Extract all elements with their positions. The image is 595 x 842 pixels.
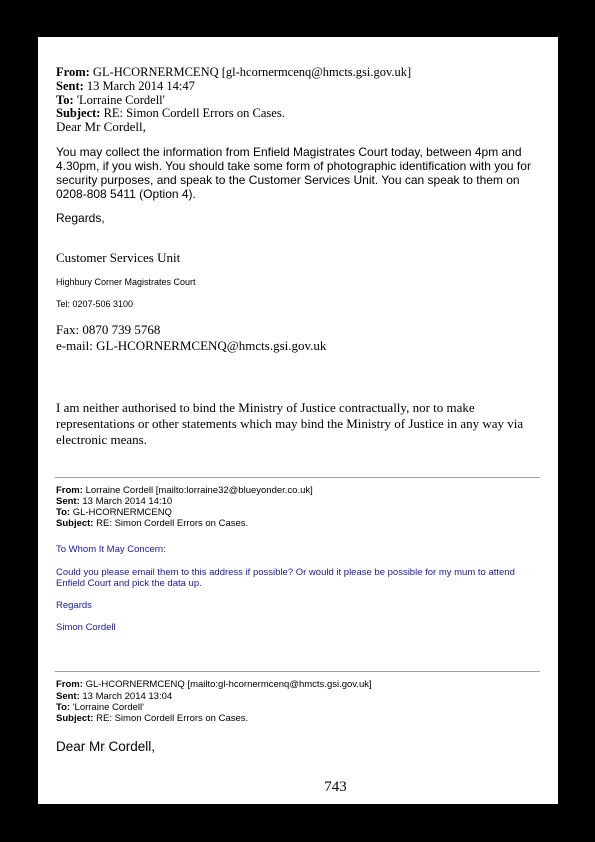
email2-from-line [56, 485, 313, 496]
from-value: GL-HCORNERMCENQ [gl-hcornermcenq@hmcts.gsi.gov.uk] [92, 65, 412, 79]
subject-value: RE: Simon Cordell Errors on Cases. [103, 106, 285, 120]
signature-fax: Fax: 0870 739 5768 [56, 322, 161, 337]
signature-email: e-mail: GL-HCORNERMCENQ@hmcts.gsi.gov.uk [56, 338, 327, 353]
from-label: From: [56, 679, 83, 690]
page-number: 743 [324, 779, 347, 795]
from-label: From: [56, 65, 90, 79]
to-label: To: [56, 507, 71, 518]
from-label: From: [56, 485, 83, 496]
to-value: 'Lorraine Cordell' [72, 702, 144, 713]
email2-signature: Simon Cordell [56, 622, 116, 633]
signature-tel: Tel: 0207-506 3100 [56, 299, 134, 309]
sent-value: 13 March 2014 14:10 [82, 496, 173, 507]
email1-regards: Regards, [56, 211, 105, 225]
email1-body-line: You may collect the information from Enfield Magistrates Court today, between 4pm and [56, 145, 522, 159]
disclaimer-line: representations or other statements which may bind the Ministry of Justice in any way via [56, 416, 524, 431]
signature-court: Highbury Corner Magistrates Court [56, 277, 196, 287]
to-label: To: [56, 702, 71, 713]
sent-value: 13 March 2014 13:04 [82, 691, 173, 702]
subject-label: Subject: [56, 518, 94, 529]
divider [55, 671, 540, 672]
email2-regards: Regards [56, 600, 92, 611]
email1-from-line [56, 65, 411, 80]
sent-label: Sent: [56, 496, 80, 507]
email3-to-line [56, 702, 144, 713]
subject-label: Subject: [56, 713, 94, 724]
email3-greeting: Dear Mr Cordell, [56, 739, 156, 754]
subject-value: RE: Simon Cordell Errors on Cases. [96, 713, 249, 724]
from-value: GL-HCORNERMCENQ [mailto:gl-hcornermcenq@hmcts.gsi.gov.uk] [85, 679, 372, 690]
from-value: Lorraine Cordell [mailto:lorraine32@blueyonder.co.uk] [85, 485, 313, 496]
email3-from-line [56, 679, 372, 690]
email2-subject-line [56, 518, 248, 529]
signature-unit: Customer Services Unit [56, 250, 181, 265]
to-label: To: [56, 93, 74, 107]
email1-sent-line [56, 79, 195, 94]
email2-body-line: Could you please email them to this address if possible? Or would it please be possible for my mum to attend [56, 567, 515, 578]
disclaimer-line: electronic means. [56, 432, 147, 447]
email3-subject-line [56, 713, 248, 724]
email1-body-line: 4.30pm, if you wish. You should take some form of photographic identification with you for [56, 159, 531, 173]
sent-value: 13 March 2014 14:47 [86, 79, 195, 93]
sent-label: Sent: [56, 79, 84, 93]
divider [55, 477, 540, 478]
email1-body-line: 0208-808 5411 (Option 4). [56, 187, 196, 201]
email2-greeting: To Whom It May Concern: [56, 544, 166, 555]
email2-body-line: Enfield Court and pick the data up. [56, 578, 202, 589]
to-value: 'Lorraine Cordell' [76, 93, 165, 107]
email1-greeting: Dear Mr Cordell, [56, 119, 146, 134]
subject-label: Subject: [56, 106, 101, 120]
email2-to-line [56, 507, 172, 518]
email1-body-line: security purposes, and speak to the Customer Services Unit. You can speak to them on [56, 173, 520, 187]
to-value: GL-HCORNERMCENQ [72, 507, 172, 518]
subject-value: RE: Simon Cordell Errors on Cases. [96, 518, 249, 529]
document-page [38, 37, 558, 804]
disclaimer-line: I am neither authorised to bind the Ministry of Justice contractually, nor to make [56, 400, 475, 415]
email3-sent-line [56, 691, 172, 702]
sent-label: Sent: [56, 691, 80, 702]
email2-sent-line [56, 496, 172, 507]
